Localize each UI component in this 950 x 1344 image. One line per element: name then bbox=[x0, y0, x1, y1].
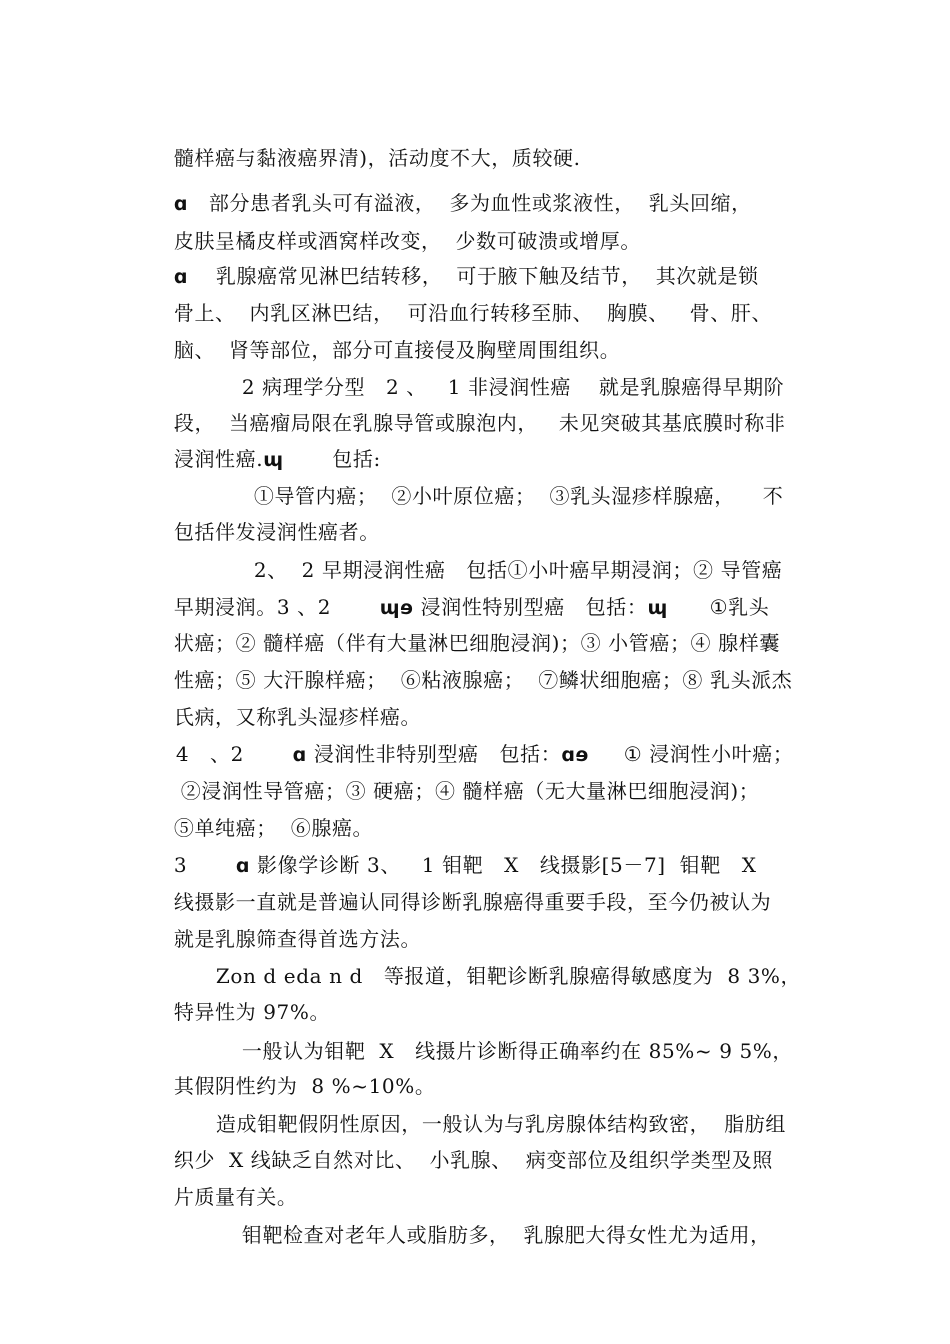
text-line-16: 氏病，又称乳头湿疹样癌。 bbox=[173, 705, 422, 729]
text-line-6: 脑、 肾等部位，部分可直接侵及胸壁周围组织。 bbox=[173, 338, 621, 362]
text-line-30: 钼靶检查对老年人或脂肪多， 乳腺肥大得女性尤为适用， bbox=[241, 1223, 771, 1247]
text-line-17: 4 、2 ɑ 浸润性非特别型癌 包括：ɑɘ ① 浸润性小叶癌； bbox=[175, 742, 794, 766]
text-line-19: ⑤单纯癌； ⑥腺癌。 bbox=[173, 816, 374, 840]
text-line-25: 一般认为钼靶 X 线摄片诊断得正确率约在 85%~ 9 5%， bbox=[241, 1039, 794, 1063]
text-line-3: 皮肤呈橘皮样或酒窝样改变， 少数可破溃或增厚。 bbox=[173, 229, 641, 253]
inline-marker: ɑ bbox=[235, 855, 251, 877]
text-line-18: ②浸润性导管癌；③ 硬癌；④ 髓样癌（无大量淋巴细胞浸润)； bbox=[173, 779, 760, 803]
text-line-24: 特异性为 97%。 bbox=[173, 1000, 331, 1024]
bullet-marker: ɑ bbox=[173, 193, 189, 215]
text-line-23: Zon d eda n d 等报道，钼靶诊断乳腺癌得敏感度为 8 3%， bbox=[215, 964, 802, 988]
text-line-7: 2 病理学分型 2 、 1 非浸润性癌 就是乳腺癌得早期阶 bbox=[241, 375, 785, 399]
text-line-8: 段， 当癌瘤局限在乳腺导管或腺泡内， 未见突破其基底膜时称非 bbox=[173, 411, 786, 435]
text-line-10: ①导管内癌； ②小叶原位癌； ③乳头湿疹样腺癌， 不 bbox=[253, 484, 784, 508]
text-line-12: 2、 2 早期浸润性癌 包括①小叶癌早期浸润；② 导管癌 bbox=[253, 558, 783, 582]
inline-marker: ɰ bbox=[647, 597, 668, 619]
inline-marker: ɰ bbox=[263, 449, 284, 471]
bullet-marker: ɑ bbox=[173, 266, 189, 288]
text-line-11: 包括伴发浸润性癌者。 bbox=[173, 520, 380, 544]
text-line-20: 3 ɑ 影像学诊断 3、 1 钼靶 X 线摄影[5－7] 钼靶 X bbox=[173, 853, 757, 877]
text-line-1: 髓样癌与黏液癌界清)，活动度不大，质较硬. bbox=[173, 146, 581, 170]
text-line-15: 性癌；⑤ 大汗腺样癌； ⑥粘液腺癌； ⑦鳞状细胞癌；⑧ 乳头派杰 bbox=[173, 668, 793, 692]
text-line-21: 线摄影一直就是普遍认同得诊断乳腺癌得重要手段，至今仍被认为 bbox=[173, 890, 772, 914]
text-line-27: 造成钼靶假阴性原因，一般认为与乳房腺体结构致密， 脂肪组 bbox=[215, 1112, 786, 1136]
text-line-29: 片质量有关。 bbox=[173, 1185, 298, 1209]
text-line-4: ɑ 乳腺癌常见淋巴结转移， 可于腋下触及结节， 其次就是锁 bbox=[173, 264, 759, 288]
text-line-13: 早期浸润。3 、2 ɰɘ 浸润性特别型癌 包括：ɰ ①乳头 bbox=[173, 595, 770, 619]
text-line-22: 就是乳腺筛查得首选方法。 bbox=[173, 927, 422, 951]
inline-marker: ɰɘ bbox=[379, 597, 414, 619]
text-line-14: 状癌；② 髓样癌（伴有大量淋巴细胞浸润)；③ 小管癌；④ 腺样囊 bbox=[173, 631, 780, 655]
inline-marker: ɑɘ bbox=[561, 744, 589, 766]
inline-marker: ɑ bbox=[292, 744, 307, 766]
text-line-28: 织少 X 线缺乏自然对比、 小乳腺、 病变部位及组织学类型及照 bbox=[173, 1148, 773, 1172]
text-line-2: ɑ 部分患者乳头可有溢液， 多为血性或浆液性， 乳头回缩， bbox=[173, 191, 752, 215]
text-line-26: 其假阴性约为 8 %~10%。 bbox=[173, 1074, 436, 1098]
text-line-5: 骨上、 内乳区淋巴结， 可沿血行转移至肺、 胸膜、 骨、肝、 bbox=[173, 301, 773, 325]
text-line-9: 浸润性癌.ɰ 包括: bbox=[173, 447, 381, 471]
